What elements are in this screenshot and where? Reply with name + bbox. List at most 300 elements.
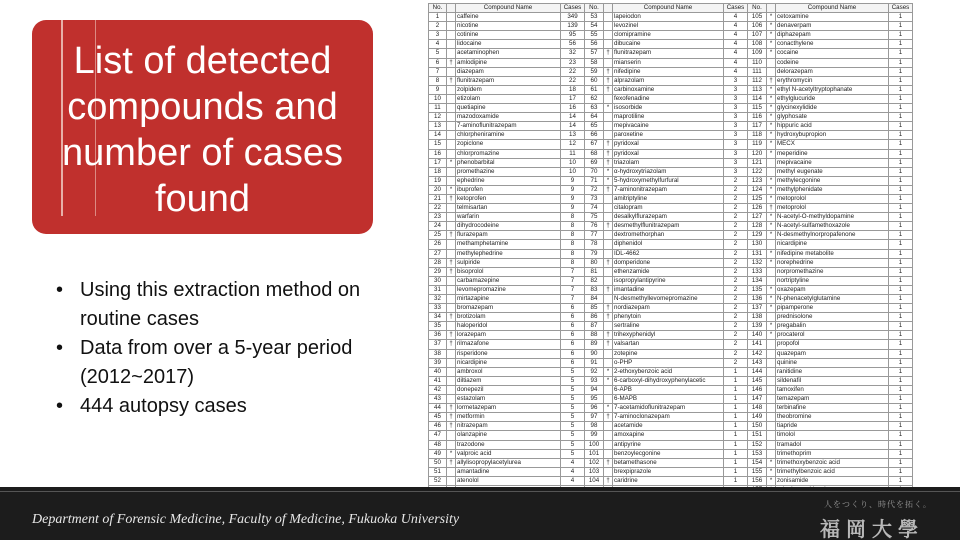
case-count: 2 [724, 258, 748, 267]
table-row [429, 340, 913, 349]
case-count: 1 [724, 395, 748, 404]
row-number: 98 [585, 422, 604, 431]
case-count: 7 [561, 295, 585, 304]
table-row [429, 440, 913, 449]
case-count: 5 [561, 449, 585, 458]
row-number: 97 [585, 413, 604, 422]
compound-name: amoxapine [613, 431, 724, 440]
compound-name: acetamide [613, 422, 724, 431]
detection-mark: * [447, 185, 456, 194]
row-number: 51 [429, 467, 447, 476]
compound-name: 2-ethoxybenzoic acid [613, 367, 724, 376]
detection-mark [604, 13, 613, 22]
case-count: 2 [724, 222, 748, 231]
row-number: 137 [748, 304, 767, 313]
row-number: 39 [429, 358, 447, 367]
compound-name: 7-acetamidoflunitrazepam [613, 404, 724, 413]
compound-name: dextromethorphan [613, 231, 724, 240]
compound-name: ephedrine [456, 176, 561, 185]
detection-mark [604, 31, 613, 40]
case-count: 10 [561, 167, 585, 176]
compound-name: zopiclone [456, 140, 561, 149]
case-count: 2 [724, 267, 748, 276]
case-count: 6 [561, 304, 585, 313]
row-number: 92 [585, 367, 604, 376]
row-number: 141 [748, 340, 767, 349]
compound-name: isosorbide [613, 104, 724, 113]
detection-mark [447, 304, 456, 313]
case-count: 7 [561, 276, 585, 285]
compound-name: 7-aminoclonazepam [613, 413, 724, 422]
compound-name: pyridoxal [613, 140, 724, 149]
detection-mark: † [604, 222, 613, 231]
case-count: 9 [561, 185, 585, 194]
detection-mark [447, 13, 456, 22]
detection-mark [447, 376, 456, 385]
compound-name: norephedrine [776, 258, 889, 267]
detection-mark [604, 40, 613, 49]
case-count: 1 [889, 476, 913, 485]
detection-mark [447, 31, 456, 40]
detection-mark: * [604, 376, 613, 385]
row-number: 60 [585, 76, 604, 85]
case-count: 1 [889, 140, 913, 149]
case-count: 6 [561, 322, 585, 331]
case-count: 6 [561, 331, 585, 340]
compound-name: estazolam [456, 395, 561, 404]
row-number: 81 [585, 267, 604, 276]
case-count: 4 [724, 22, 748, 31]
compound-name: nitrazepam [456, 422, 561, 431]
case-count: 1 [724, 385, 748, 394]
detection-mark [767, 376, 776, 385]
detection-mark: * [604, 367, 613, 376]
compound-name: methylecgonine [776, 176, 889, 185]
detection-mark [447, 240, 456, 249]
detection-mark [447, 249, 456, 258]
detection-mark: † [604, 340, 613, 349]
detection-mark [767, 385, 776, 394]
row-number: 52 [429, 476, 447, 485]
compound-name: phenobarbital [456, 158, 561, 167]
case-count: 10 [561, 158, 585, 167]
detection-mark [767, 349, 776, 358]
case-count: 4 [561, 476, 585, 485]
row-number: 109 [748, 49, 767, 58]
detection-mark: * [767, 476, 776, 485]
case-count: 1 [889, 340, 913, 349]
case-count: 13 [561, 131, 585, 140]
case-count: 3 [724, 149, 748, 158]
row-number: 151 [748, 431, 767, 440]
row-number: 63 [585, 104, 604, 113]
row-number: 27 [429, 249, 447, 258]
compound-name: glyphosate [776, 113, 889, 122]
table-row [429, 231, 913, 240]
case-count: 1 [724, 404, 748, 413]
compound-name: norpromethazine [776, 267, 889, 276]
detection-mark [447, 276, 456, 285]
case-count: 1 [889, 258, 913, 267]
row-number: 50 [429, 458, 447, 467]
row-number: 32 [429, 295, 447, 304]
detection-mark [447, 431, 456, 440]
row-number: 12 [429, 113, 447, 122]
case-count: 8 [561, 258, 585, 267]
compound-name: cetoxamine [776, 13, 889, 22]
row-number: 37 [429, 340, 447, 349]
detection-mark [447, 358, 456, 367]
table-row [429, 122, 913, 131]
row-number: 16 [429, 149, 447, 158]
row-number: 142 [748, 349, 767, 358]
row-number: 64 [585, 113, 604, 122]
row-number: 123 [748, 176, 767, 185]
compound-name: metoprolol [776, 204, 889, 213]
detection-mark [604, 322, 613, 331]
row-number: 40 [429, 367, 447, 376]
row-number: 149 [748, 413, 767, 422]
compound-name: dihydrocodeine [456, 222, 561, 231]
table-row [429, 449, 913, 458]
detection-mark: † [447, 458, 456, 467]
table-row [429, 104, 913, 113]
table-row [429, 40, 913, 49]
bullet-item: • Using this extraction method on routine cases [50, 276, 390, 334]
compound-name: sulpiride [456, 258, 561, 267]
detection-mark [604, 358, 613, 367]
row-number: 8 [429, 76, 447, 85]
compound-name: donepezil [456, 385, 561, 394]
row-number: 41 [429, 376, 447, 385]
compound-name: zolpidem [456, 85, 561, 94]
row-number: 90 [585, 349, 604, 358]
detection-mark: † [447, 258, 456, 267]
compound-name: flunitrazepam [613, 49, 724, 58]
row-number: 43 [429, 395, 447, 404]
case-count: 2 [724, 304, 748, 313]
table-row [429, 376, 913, 385]
case-count: 8 [561, 231, 585, 240]
case-count: 4 [724, 40, 748, 49]
row-number: 33 [429, 304, 447, 313]
compound-name: timolol [776, 431, 889, 440]
compound-name: lorazepam [456, 331, 561, 340]
case-count: 1 [889, 385, 913, 394]
row-number: 130 [748, 240, 767, 249]
case-count: 2 [724, 285, 748, 294]
case-count: 1 [889, 376, 913, 385]
case-count: 3 [724, 131, 748, 140]
column-header: Compound Name [456, 4, 561, 13]
detection-mark: * [767, 131, 776, 140]
compound-name: tramadol [776, 440, 889, 449]
compound-name: delorazepam [776, 67, 889, 76]
case-count: 1 [889, 367, 913, 376]
case-count: 1 [724, 431, 748, 440]
row-number: 115 [748, 104, 767, 113]
detection-mark: † [604, 258, 613, 267]
footer-bar [0, 487, 960, 540]
compound-name: N-desmethyllevomepromazine [613, 295, 724, 304]
case-count: 1 [889, 231, 913, 240]
detection-mark [767, 413, 776, 422]
detection-mark: † [447, 58, 456, 67]
compound-name: trihexyphenidyl [613, 331, 724, 340]
case-count: 5 [561, 367, 585, 376]
compound-name: chlorpheniramine [456, 131, 561, 140]
row-number: 133 [748, 267, 767, 276]
row-number: 140 [748, 331, 767, 340]
detection-mark: † [604, 313, 613, 322]
compound-name: metoprolol [776, 194, 889, 203]
row-number: 114 [748, 94, 767, 103]
row-number: 108 [748, 40, 767, 49]
row-number: 105 [748, 13, 767, 22]
compound-name: rilmazafone [456, 340, 561, 349]
compound-name: maprotiline [613, 113, 724, 122]
detection-mark [767, 58, 776, 67]
compound-name: meperidine [776, 149, 889, 158]
row-number: 49 [429, 449, 447, 458]
case-count: 2 [724, 358, 748, 367]
compound-name: ethenzamide [613, 267, 724, 276]
case-count: 56 [561, 40, 585, 49]
row-number: 112 [748, 76, 767, 85]
logo-tagline: 人をつくり、時代を拓く。 [824, 500, 932, 509]
detection-mark [767, 422, 776, 431]
case-count: 2 [724, 194, 748, 203]
detection-mark [604, 276, 613, 285]
case-count: 9 [561, 194, 585, 203]
detection-mark [604, 122, 613, 131]
compound-name: ketoprofen [456, 194, 561, 203]
detection-mark: † [447, 231, 456, 240]
row-number: 30 [429, 276, 447, 285]
case-count: 2 [724, 176, 748, 185]
detection-mark [447, 131, 456, 140]
case-count: 1 [889, 276, 913, 285]
case-count: 1 [889, 176, 913, 185]
row-number: 110 [748, 58, 767, 67]
column-header: Cases [724, 4, 748, 13]
case-count: 2 [724, 213, 748, 222]
compound-name: imantadine [613, 285, 724, 294]
compound-name: mepivacaine [776, 158, 889, 167]
compound-name: ethyl N-acetyltryptophanate [776, 85, 889, 94]
compound-name: N-desmethylnorpropafenone [776, 231, 889, 240]
case-count: 1 [889, 204, 913, 213]
detection-mark: * [767, 149, 776, 158]
compound-name: 6-MAPB [613, 395, 724, 404]
detection-mark [767, 340, 776, 349]
case-count: 1 [724, 422, 748, 431]
row-number: 154 [748, 458, 767, 467]
compound-name: mirtazapine [456, 295, 561, 304]
case-count: 95 [561, 31, 585, 40]
case-count: 32 [561, 49, 585, 58]
case-count: 1 [889, 240, 913, 249]
row-number: 17 [429, 158, 447, 167]
row-number: 118 [748, 131, 767, 140]
detection-mark: * [604, 167, 613, 176]
column-header: Cases [561, 4, 585, 13]
compound-name: 6-APB [613, 385, 724, 394]
compound-name: nicardipine [456, 358, 561, 367]
row-number: 156 [748, 476, 767, 485]
detection-mark: † [447, 331, 456, 340]
detection-mark [447, 104, 456, 113]
compound-name: quazepam [776, 349, 889, 358]
table-row [429, 31, 913, 40]
detection-mark [447, 222, 456, 231]
detection-mark [604, 204, 613, 213]
row-number: 31 [429, 285, 447, 294]
compound-name: lormetazepam [456, 404, 561, 413]
case-count: 23 [561, 58, 585, 67]
row-number: 59 [585, 67, 604, 76]
compound-name: oxazepam [776, 285, 889, 294]
row-number: 1 [429, 13, 447, 22]
row-number: 148 [748, 404, 767, 413]
case-count: 1 [889, 422, 913, 431]
detection-mark [447, 167, 456, 176]
detection-mark [447, 113, 456, 122]
case-count: 22 [561, 76, 585, 85]
row-number: 28 [429, 258, 447, 267]
detection-mark: * [767, 140, 776, 149]
detection-mark: * [767, 113, 776, 122]
case-count: 5 [561, 413, 585, 422]
detection-mark: † [604, 413, 613, 422]
detection-mark [447, 94, 456, 103]
detection-mark [604, 349, 613, 358]
detection-mark [447, 385, 456, 394]
case-count: 1 [724, 440, 748, 449]
compound-name: chlorpromazine [456, 149, 561, 158]
detection-mark: † [604, 331, 613, 340]
bullet-item: • 444 autopsy cases [50, 392, 390, 421]
row-number: 132 [748, 258, 767, 267]
row-number: 126 [748, 204, 767, 213]
column-header [604, 4, 613, 13]
row-number: 96 [585, 404, 604, 413]
row-number: 57 [585, 49, 604, 58]
compound-name: levomepromazine [456, 285, 561, 294]
detection-mark [604, 295, 613, 304]
row-number: 143 [748, 358, 767, 367]
row-number: 139 [748, 322, 767, 331]
case-count: 4 [724, 31, 748, 40]
case-count: 2 [724, 276, 748, 285]
detection-mark [604, 267, 613, 276]
case-count: 2 [724, 240, 748, 249]
case-count: 1 [889, 395, 913, 404]
case-count: 2 [724, 313, 748, 322]
case-count: 3 [724, 167, 748, 176]
column-header: Cases [889, 4, 913, 13]
compound-name: diphenidol [613, 240, 724, 249]
table-row [429, 85, 913, 94]
case-count: 3 [724, 94, 748, 103]
detection-mark [604, 194, 613, 203]
row-number: 80 [585, 258, 604, 267]
table-row [429, 422, 913, 431]
row-number: 145 [748, 376, 767, 385]
compound-name: brotizolam [456, 313, 561, 322]
detection-mark [447, 22, 456, 31]
table-row [429, 367, 913, 376]
detection-mark: * [604, 404, 613, 413]
compound-name: telmisartan [456, 204, 561, 213]
footer-department: Department of Forensic Medicine, Faculty of Medicine, Fukuoka University [32, 512, 460, 527]
row-number: 95 [585, 395, 604, 404]
detection-mark [767, 167, 776, 176]
row-number: 15 [429, 140, 447, 149]
row-number: 56 [585, 40, 604, 49]
compound-name: atenolol [456, 476, 561, 485]
row-number: 136 [748, 295, 767, 304]
case-count: 1 [889, 122, 913, 131]
row-number: 88 [585, 331, 604, 340]
case-count: 3 [724, 85, 748, 94]
case-count: 1 [889, 31, 913, 40]
detection-mark: † [604, 85, 613, 94]
detection-mark [767, 313, 776, 322]
table-row [429, 13, 913, 22]
row-number: 66 [585, 131, 604, 140]
compound-name: lidocaine [456, 40, 561, 49]
detection-mark [604, 395, 613, 404]
case-count: 1 [724, 458, 748, 467]
detection-mark [604, 440, 613, 449]
row-number: 67 [585, 140, 604, 149]
compound-table-container [428, 3, 912, 502]
row-number: 10 [429, 94, 447, 103]
detection-mark: * [767, 304, 776, 313]
row-number: 35 [429, 322, 447, 331]
detection-mark: † [604, 458, 613, 467]
table-row [429, 476, 913, 485]
row-number: 36 [429, 331, 447, 340]
case-count: 8 [561, 240, 585, 249]
university-logo: 福岡大學 [820, 517, 924, 541]
compound-name: fexofenadine [613, 94, 724, 103]
row-number: 144 [748, 367, 767, 376]
column-header: No. [429, 4, 447, 13]
compound-name: methamphetamine [456, 240, 561, 249]
case-count: 14 [561, 113, 585, 122]
compound-name: flunitrazepam [456, 76, 561, 85]
compound-name: alprazolam [613, 76, 724, 85]
row-number: 13 [429, 122, 447, 131]
case-count: 1 [889, 313, 913, 322]
table-row [429, 258, 913, 267]
row-number: 65 [585, 122, 604, 131]
row-number: 11 [429, 104, 447, 113]
row-number: 121 [748, 158, 767, 167]
detection-mark: * [767, 222, 776, 231]
compound-name: cocaine [776, 49, 889, 58]
table-row [429, 358, 913, 367]
detection-mark [447, 395, 456, 404]
compound-name: isopropylantipyrine [613, 276, 724, 285]
detection-mark [447, 40, 456, 49]
case-count: 2 [724, 322, 748, 331]
row-number: 94 [585, 385, 604, 394]
compound-name: nicardipine [776, 240, 889, 249]
compound-name: hippuric acid [776, 122, 889, 131]
